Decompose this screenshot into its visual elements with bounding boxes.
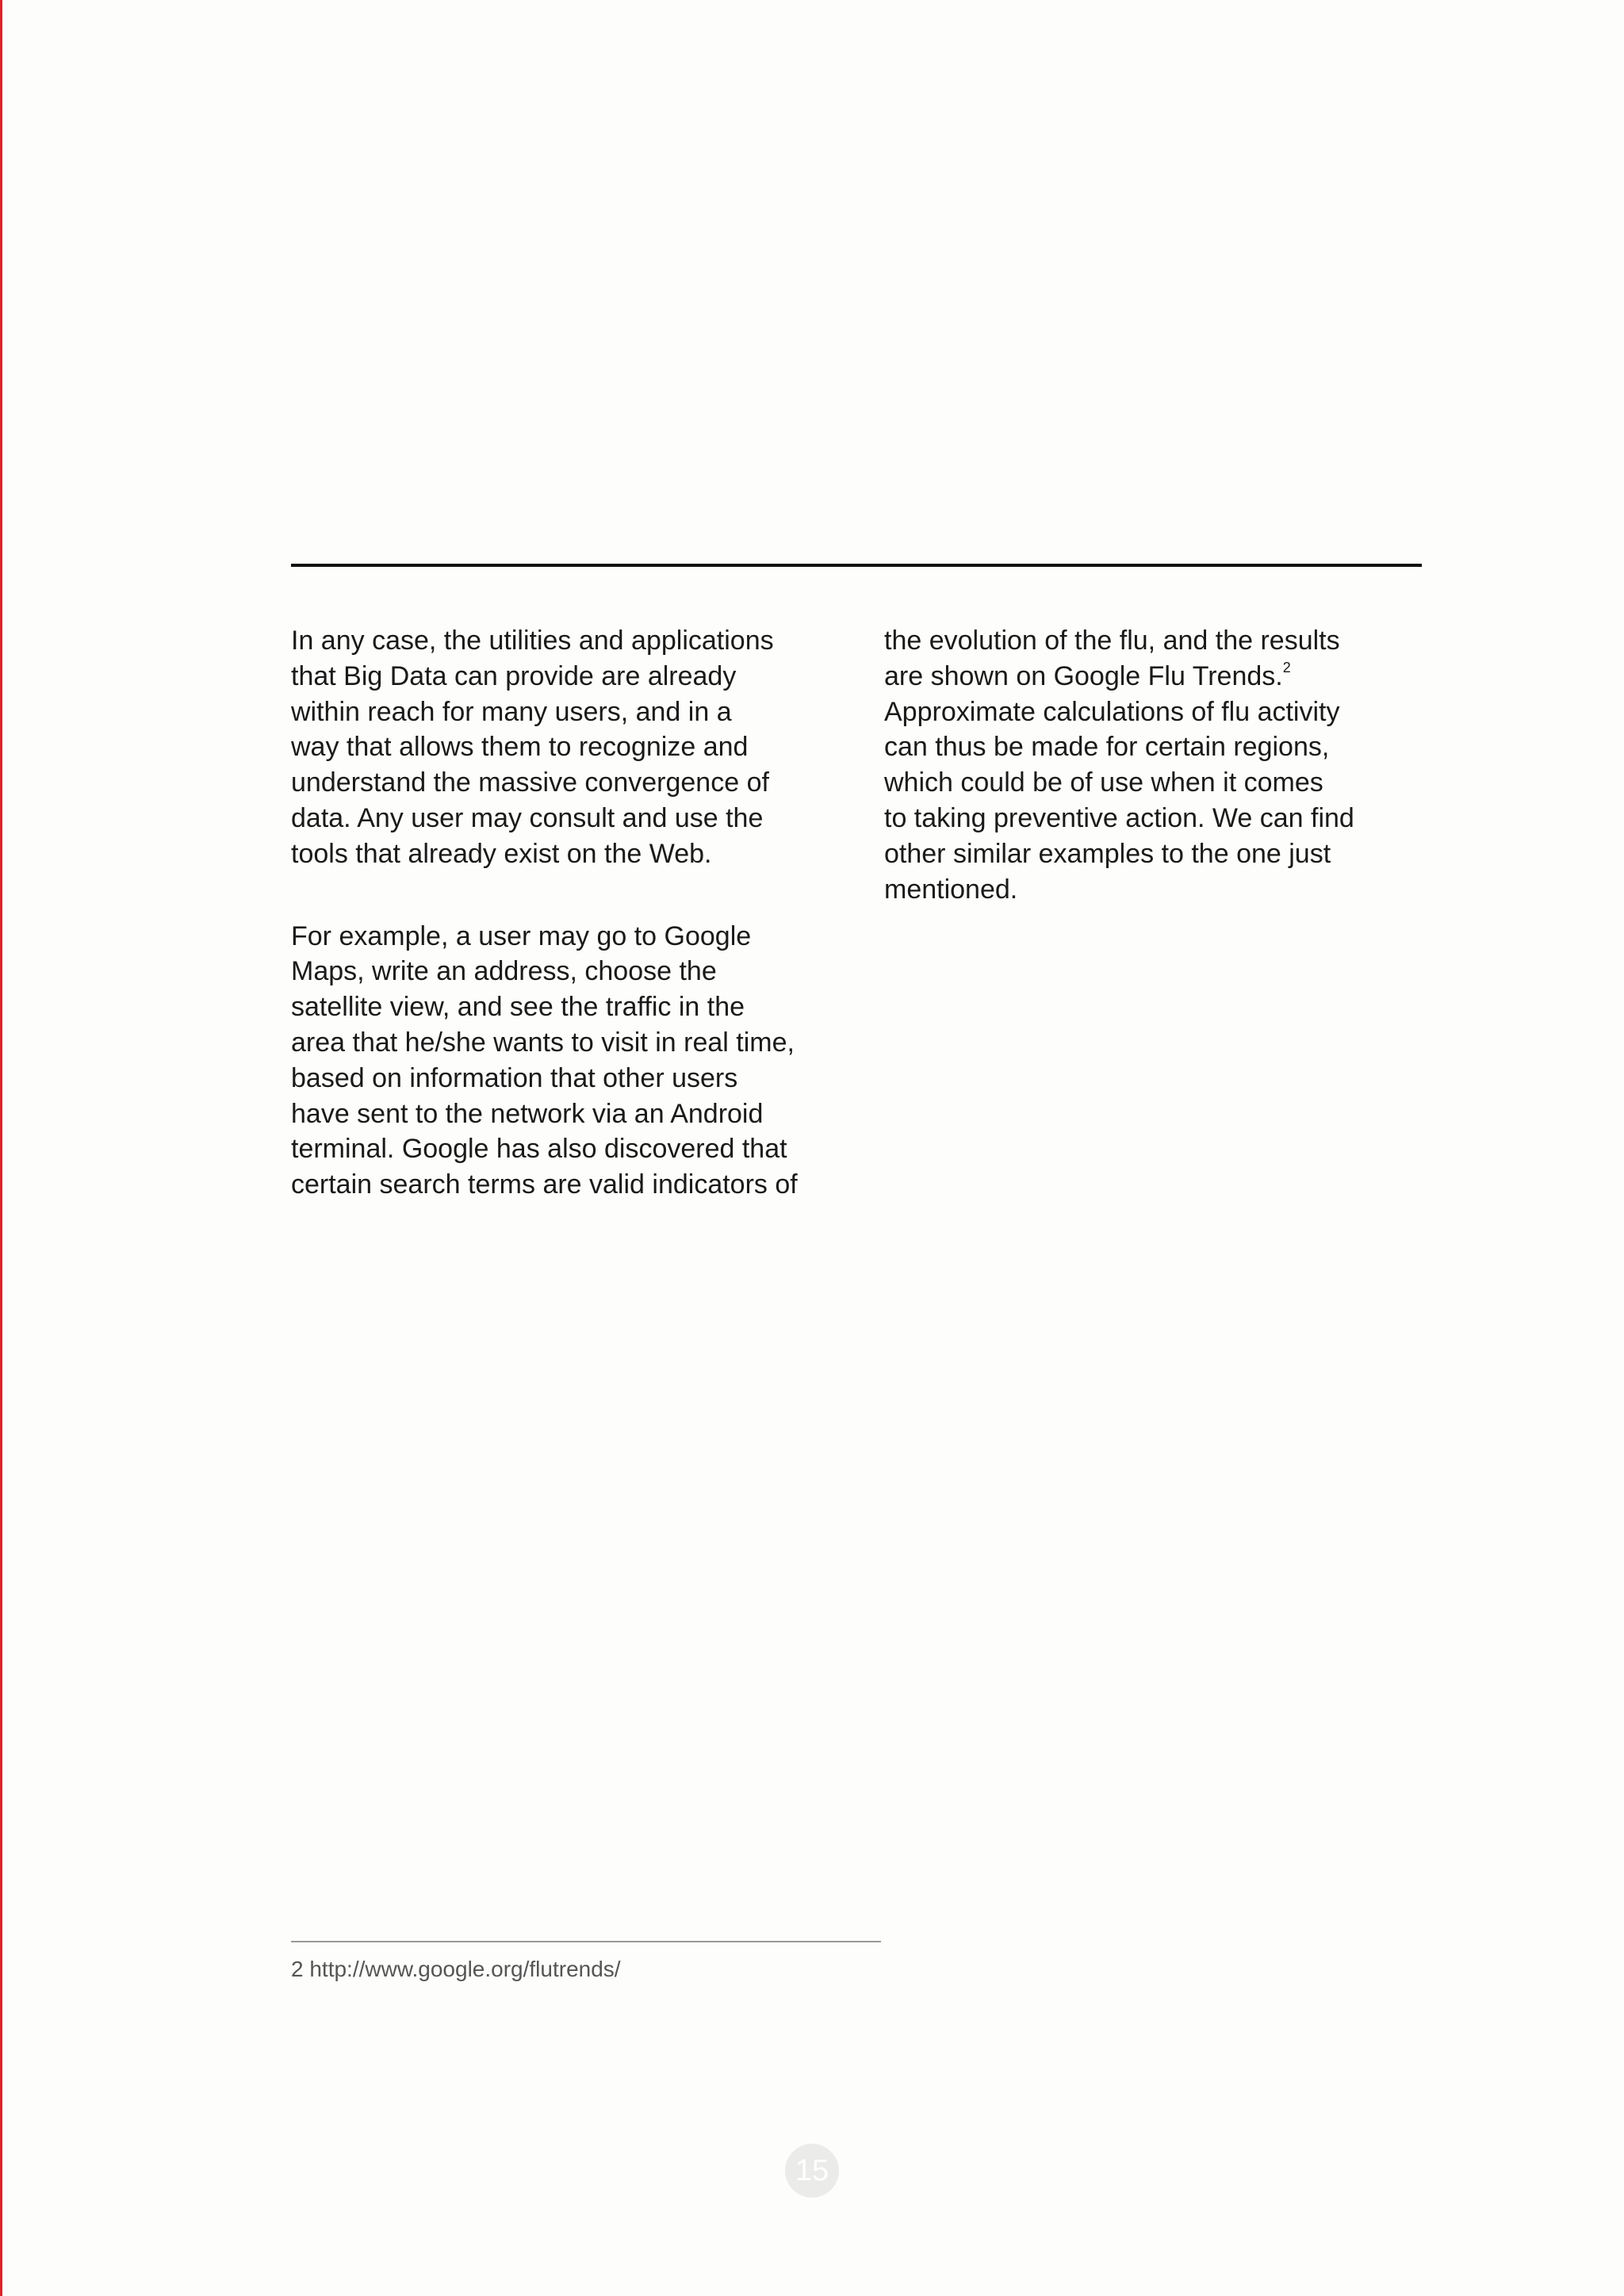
paragraph: [884, 623, 1415, 907]
page-edge-accent: [0, 0, 2, 2296]
footnote-divider: [291, 1941, 881, 1942]
footnote: 2 http://www.google.org/flutrends/: [291, 1957, 621, 1981]
text-column-right: [884, 623, 1415, 907]
paragraph: In any case, the utilities and applications that Big Data can provide are already within reach for many users, and in a way that allows them to recognize and understand the massive convergence of data. Any user may consult and use the tools that already exist on the Web.: [291, 626, 774, 869]
page-number: 15: [785, 2144, 839, 2198]
paragraph-text: Approximate calculations of flu activity can thus be made for certain regions, which could be of use when it comes to taking preventive action. We can find other similar examples to the one just mentioned.: [884, 696, 1354, 905]
paragraph-text: the evolution of the flu, and the results are shown on Google Flu Trends.: [884, 626, 1340, 691]
text-column-left: [291, 623, 822, 1203]
paragraph: For example, a user may go to Google Maps, write an address, choose the satellite view, and see the traffic in the area that he/she wants to visit in real time, based on information that other users have sent to the network via an Android terminal. Google has also discovered that certain search terms are valid indicators of: [291, 920, 798, 1200]
footnote-reference[interactable]: 2: [1282, 659, 1291, 675]
section-divider: [291, 564, 1422, 567]
